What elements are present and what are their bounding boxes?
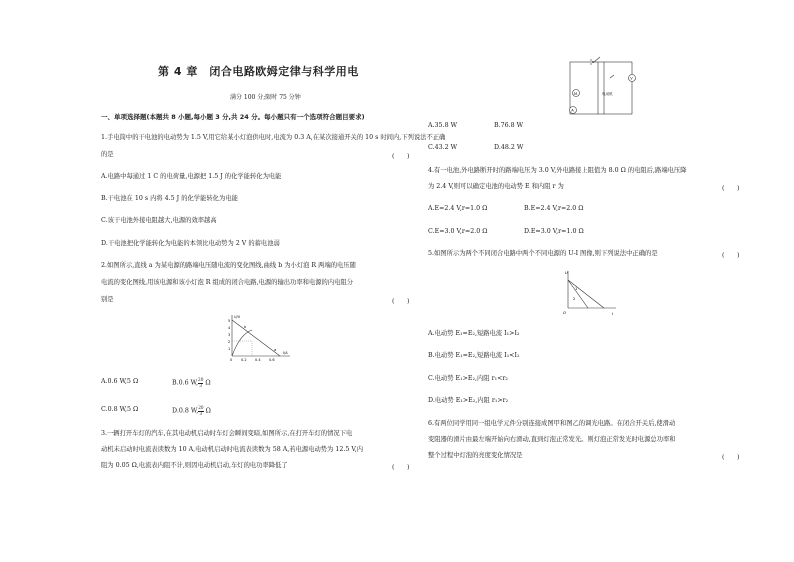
q3-option-c: C.43.2 W	[428, 144, 458, 151]
q2-answer-paren: ( )	[392, 298, 410, 305]
q3-voltmeter-symbol: V	[630, 76, 633, 81]
q2-option-b-fraction: $\frac{20}{3}$	[198, 377, 204, 388]
q5-graph-line1: 1	[575, 287, 578, 291]
q2-option-c: C.0.8 W,5 Ω	[101, 406, 139, 413]
q3-stem-line1: 3.一辆打开车灯的汽车,在其电动机启动时车灯会瞬间变暗,如图所示,在打开车灯的情况下电	[101, 430, 353, 437]
q2-stem-line3: 别是	[101, 296, 114, 303]
q5-graph-i: I	[612, 311, 614, 316]
page-title: 第 4 章 闭合电路欧姆定律与科学用电	[158, 65, 359, 78]
q2-xtick: 0.2	[241, 358, 247, 362]
q5-stem: 5.如图所示为两个不同闭合电路中两个不同电源的 U-I 图像,则下列说法中正确的是	[428, 250, 658, 257]
q2-option-b-text: B.0.6 W,	[172, 379, 199, 387]
q5-option-d: D.电动势 E₁>E₂,内阻 r₁>r₂	[428, 397, 509, 404]
q2-ytick: 5	[228, 319, 231, 323]
q1-option-b: B.干电池在 10 s 内将 4.5 J 的化学能转化为电能	[101, 195, 238, 202]
q3-motor-symbol: M	[574, 92, 578, 96]
q1-stem-line1: 1.手电筒中的干电池的电动势为 1.5 V,用它给某小灯泡供电时,电流为 0.3 A,在某次接通开关的 10 s 时间内,下列说法不正确	[101, 134, 446, 141]
q3-option-a: A.35.8 W	[428, 122, 458, 129]
q2-option-d-fraction: $\frac{20}{3}$	[198, 405, 204, 416]
q2-option-d-text: D.0.8 W,	[172, 407, 199, 415]
q2-ytick: 4	[228, 326, 231, 330]
q6-stem-line3: 整个过程中灯泡的亮度变化情况是	[428, 452, 523, 459]
q2-option-a: A.0.6 W,5 Ω	[101, 378, 139, 385]
q1-option-c: C.该干电池外接电阻越大,电源的效率越高	[101, 217, 217, 224]
section-heading: 一、单项选择题(本题共 8 小题,每小题 3 分,共 24 分。每小题只有一个选项符合题目要求)	[101, 113, 365, 121]
q2-stem-line1: 2.如图所示,直线 a 为某电源的路端电压随电流的变化图线,曲线 b 为小灯泡 R 两端的电压随	[101, 262, 356, 269]
q4-option-c: C.E=3.0 V,r=2.0 Ω	[428, 228, 488, 235]
page-subtitle: 满分 100 分;限时 75 分钟	[230, 94, 301, 101]
q2-ytick: 3	[228, 333, 231, 337]
q5-ui-graph	[558, 268, 618, 318]
q2-graph-xlabel: I/A	[283, 351, 288, 355]
q2-option-d: D.0.8 W, $\frac{20}{3}$ Ω	[172, 405, 211, 416]
q2-ytick: 1	[228, 347, 231, 351]
q2-ui-graph	[222, 312, 294, 362]
q6-answer-paren: ( )	[722, 454, 740, 461]
q4-stem-line1: 4.有一电池,外电路断开时的路端电压为 3.0 V,外电路接上阻值为 8.0 Ω 的电阻后,路端电压降	[428, 167, 687, 174]
q3-ammeter-symbol: A	[571, 108, 574, 113]
q2-xtick: 0.4	[255, 358, 261, 362]
q3-option-d: D.48.2 W	[494, 144, 524, 151]
q5-option-b: B.电动势 E₁=E₂,短路电流 I₁<I₂	[428, 352, 520, 359]
q1-answer-paren: ( )	[392, 153, 410, 160]
q1-stem-line2: 的是	[101, 151, 114, 158]
q4-option-b: B.E=2.4 V,r=2.0 Ω	[524, 205, 584, 212]
q2-graph-label-a: a	[274, 348, 277, 352]
q2-option-b: B.0.6 W, $\frac{20}{3}$ Ω	[172, 377, 211, 388]
q3-stem-line3: 阻为 0.05 Ω,电流表内阻不计,则因电动机启动,车灯的电功率降低了	[101, 462, 288, 469]
q1-option-a: A.电路中每通过 1 C 的电荷量,电源把 1.5 J 的化学能转化为电能	[101, 173, 282, 180]
q3-answer-paren: ( )	[392, 464, 410, 471]
q2-graph-ylabel: U/V	[234, 315, 241, 319]
q3-motor-label: 电动机	[602, 92, 613, 96]
q2-stem-line2: 电流的变化图线,用该电源和该小灯泡 R 组成的闭合电路,电源的输出功率和电源的内电阻分	[101, 279, 354, 286]
q2-ytick: 2	[228, 340, 231, 344]
q6-stem-line1: 6.有两位同学用同一组电学元件分别连接成图甲和图乙的调光电路。在闭合开关后,使滑动	[428, 420, 676, 427]
q5-graph-line2: 2	[573, 297, 576, 301]
q4-option-a: A.E=2.4 V,r=1.0 Ω	[428, 205, 488, 212]
q5-option-a: A.电动势 E₁=E₂,短路电流 I₁>I₂	[428, 330, 520, 337]
q1-option-d: D.干电池把化学能转化为电能的本领比电动势为 2 V 的蓄电池弱	[101, 240, 280, 247]
q5-option-c: C.电动势 E₁>E₂,内阻 r₁<r₂	[428, 375, 508, 382]
q2-xtick: 0.6	[269, 358, 275, 362]
q6-stem-line2: 变阻器的滑片由最左端开始向右滑动,直到灯泡正常发光。则灯泡正常发光时电源总功率和	[428, 436, 676, 443]
q4-stem-line2: 为 2.4 V,则可以确定电池的电动势 E 和内阻 r 为	[428, 183, 564, 190]
q3-stem-line2: 动机未启动时电流表读数为 10 A,电动机启动时电流表读数为 58 A,若电源电动势为 12.5 V,内	[101, 446, 364, 453]
q5-graph-origin: O	[563, 310, 566, 315]
q3-circuit-diagram	[562, 56, 642, 122]
q4-option-d: D.E=3.0 V,r=1.0 Ω	[524, 228, 584, 235]
q5-answer-paren: ( )	[722, 252, 740, 259]
q4-answer-paren: ( )	[722, 185, 740, 192]
q5-graph-u: U	[565, 270, 568, 275]
q2-graph-label-b: b	[244, 325, 247, 329]
q2-xtick: 0	[230, 358, 233, 362]
q3-option-b: B.76.8 W	[494, 122, 524, 129]
